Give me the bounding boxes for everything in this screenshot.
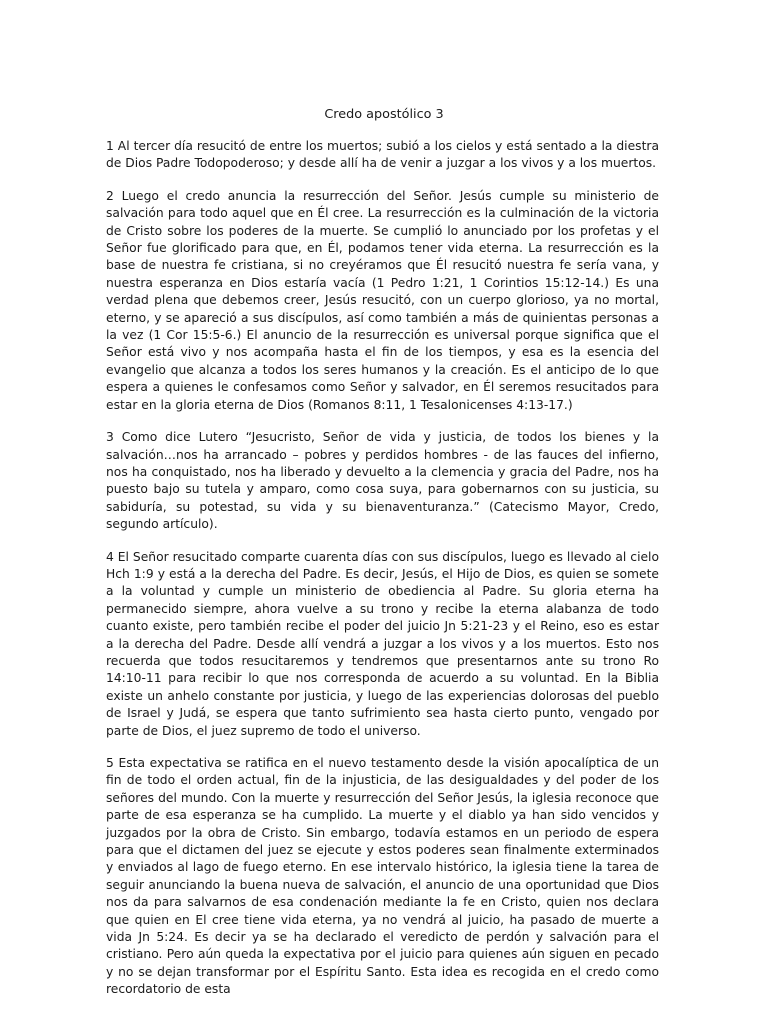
document-title: Credo apostólico 3 — [324, 107, 444, 122]
paragraph-3: 3 Como dice Lutero “Jesucristo, Señor de vida y justicia, de todos los bienes y la salvación…nos ha arrancado – pobres y perdidos hombres - de las fauces del infierno, nos ha conquistado, nos ha liberado y devuelto a la clemencia y gracia del Padre, nos ha puesto bajo su tutela y amparo, como cosa suya, para gobernarnos con su justicia, su sabiduría, su potestad, su vida y su bienaventuranza.” (Catecismo Mayor, Credo, segundo artículo). — [106, 430, 659, 532]
paragraph-4: 4 El Señor resucitado comparte cuarenta días con sus discípulos, luego es llevado al cielo Hch 1:9 y está a la derecha del Padre. Es decir, Jesús, el Hijo de Dios, es quien se somete a la voluntad y cumple un ministerio de obediencia al Padre. Su gloria eterna ha permanecido siempre, ahora vuelve a su trono y recibe la eterna alabanza de todo cuanto existe, pero también recibe el poder del juicio Jn 5:21-23 y el Reino, eso es estar a la derecha del Padre. Desde allí vendrá a juzgar a los vivos y a los muertos. Esto nos recuerda que todos resucitaremos y tendremos que presentarnos ante su trono Ro 14:10-11 para recibir lo que nos corresponda de acuerdo a su voluntad. En la Biblia existe un anhelo constante por justicia, y luego de las experiencias dolorosas del pueblo de Israel y Judá, se espera que tanto sufrimiento sea hasta cierto punto, vengado por parte de Dios, el juez supremo de todo el universo. — [106, 549, 659, 738]
document-body — [106, 138, 659, 1014]
paragraph-2: 2 Luego el credo anuncia la resurrección del Señor. Jesús cumple su ministerio de salvación para todo aquel que en Él cree. La resurrección es la culminación de la victoria de Cristo sobre los poderes de la muerte. Se cumplió lo anunciado por los profetas y el Señor fue glorificado para que, en Él, podamos tener vida eterna. La resurrección es la base de nuestra fe cristiana, si no creyéramos que Él resucitó nuestra fe sería vana, y nuestra esperanza en Dios estaría vacía (1 Pedro 1:21, 1 Corintios 15:12-14.) Es una verdad plena que debemos creer, Jesús resucitó, con un cuerpo glorioso, ya no mortal, eterno, y se apareció a sus discípulos, así como también a más de quinientas personas a la vez (1 Cor 15:5-6.) El anuncio de la resurrección es universal porque significa que el Señor está vivo y nos acompaña hasta el fin de los tiempos, y esa es la esencia del evangelio que alcanza a todos los seres humanos y la creación. Es el anticipo de lo que espera a quienes le confesamos como Señor y salvador, en Él seremos resucitados para estar en la gloria eterna de Dios (Romanos 8:11, 1 Tesalonicenses 4:13-17.) — [106, 188, 659, 412]
paragraph-1: 1 Al tercer día resucitó de entre los muertos; subió a los cielos y está sentado a la diestra de Dios Padre Todopoderoso; y desde allí ha de venir a juzgar a los vivos y a los muertos. — [106, 139, 659, 171]
paragraph-5: 5 Esta expectativa se ratifica en el nuevo testamento desde la visión apocalíptica de un fin de todo el orden actual, fin de la injusticia, de las desigualdades y del poder de los señores del mundo. Con la muerte y resurrección del Señor Jesús, la iglesia reconoce que parte de esa esperanza se ha cumplido. La muerte y el diablo ya han sido vencidos y juzgados por la obra de Cristo. Sin embargo, todavía estamos en un periodo de espera para que el dictamen del juez se ejecute y estos poderes sean finalmente exterminados y enviados al lago de fuego eterno. En ese intervalo histórico, la iglesia tiene la tarea de seguir anunciando la buena nueva de salvación, el anuncio de una oportunidad que Dios nos da para salvarnos de esa condenación mediante la fe en Cristo, quien nos declara que quien en El cree tiene vida eterna, ya no vendrá al juicio, ha pasado de muerte a vida Jn 5:24. Es decir ya se ha declarado el veredicto de perdón y salvación para el cristiano. Pero aún queda la expectativa por el juicio para quienes aún siguen en pecado y no se dejan transformar por el Espíritu Santo. Esta idea es recogida en el credo como recordatorio de esta — [106, 756, 659, 997]
